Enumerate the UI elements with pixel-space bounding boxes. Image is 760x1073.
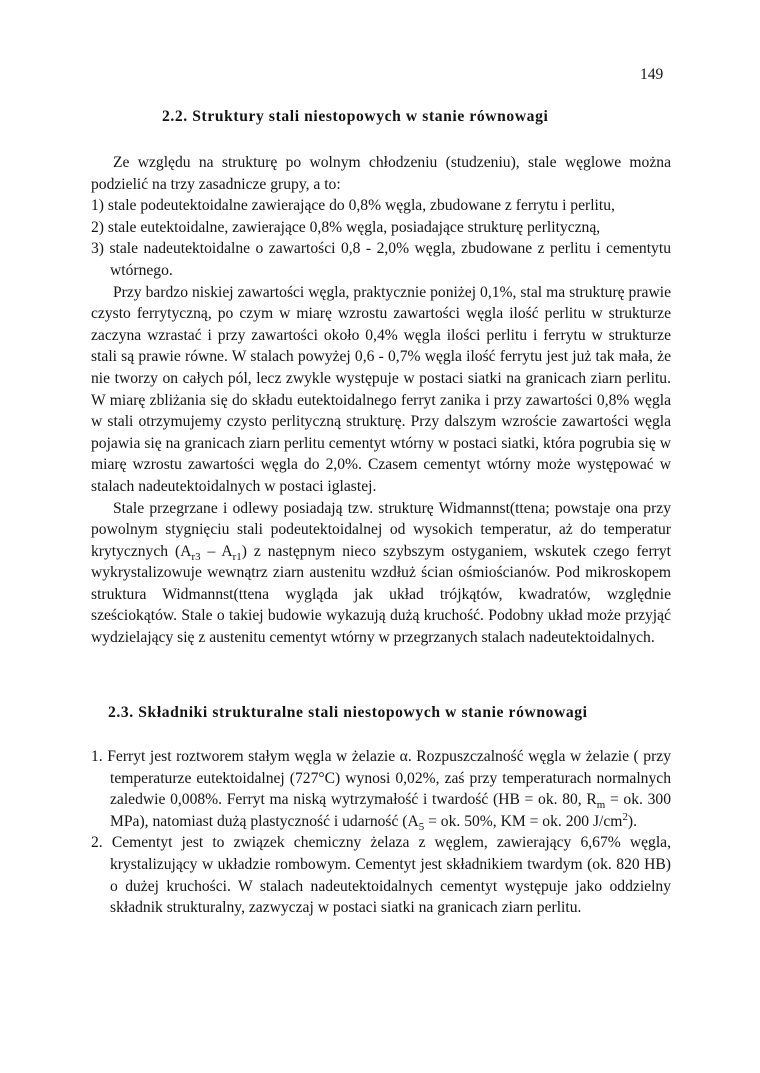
paragraph-ferrite-perlite: Przy bardzo niskiej zawartości węgla, praktycznie poniżej 0,1%, stal ma strukturę prawie czysto ferrytyczną, po czym w miarę wzrostu zawartości węgla ilość perlitu w strukturze zaczyna wzrastać i przy zawartości około 0,4% węgla ilości perlitu i ferrytu w strukturze stali są prawie równe. W stalach powyżej 0,6 - 0,7% węgla ilość ferrytu jest już tak mała, że nie tworzy on całych pól, lecz zwykle występuje w postaci siatki na granicach ziarn perlitu. W miarę zbliżania się do składu eutektoidalnego ferryt zanika i przy zawartości 0,8% węgla w stali otrzymujemy czysto perlityczną strukturę. Przy dalszym wzroście zawartości węgla pojawia się na granicach ziarn perlitu cementyt wtórny w postaci siatki, która pogrubia się w miarę wzrostu zawartości węgla do 2,0%. Czasem cementyt wtórny może występować w stalach nadeutektoidalnych w postaci iglastej. (91, 283, 671, 495)
subscript: r1 (232, 550, 242, 563)
subscript: m (596, 799, 606, 812)
paragraph-widmannstatten (91, 498, 671, 649)
subscript: 5 (418, 820, 425, 833)
list-item: 3) stale nadeutektoidalne o zawartości 0,8 - 2,0% węgla, zbudowane z perlitu i cementytu wtórnego. (91, 240, 671, 279)
item-text: = ok. 50%, KM = ok. 200 J/cm (424, 812, 623, 830)
section-body-2-2 (91, 152, 671, 649)
item-text: = ok. 300 MPa), natomiast dużą plastyczność i udarność (A (110, 791, 671, 830)
list-item: 2) stale eutektoidalne, zawierające 0,8% węgla, posiadające strukturę perlityczną, (91, 218, 601, 236)
paragraph-text: – A (200, 542, 233, 560)
list-item: 1) stale podeutektoidalne zawierające do 0,8% węgla, zbudowane z ferrytu i perlitu, (91, 197, 615, 215)
page-number: 149 (640, 66, 664, 83)
superscript: 2 (622, 810, 628, 823)
item-text: 1. Ferryt jest roztworem stałym węgla w żelazie α. Rozpuszczalność węgla w żelazie ( przy temperaturze eutektoidalnej (727°C) wynosi 0,02%, zaś przy temperaturach normalnych zaledwie 0,008%. Ferryt ma niską wytrzymałość i twardość (HB = ok. 80, R (91, 748, 671, 809)
paragraph-text: Stale przegrzane i odlewy posiadają tzw. strukturę Widmannst(ttena; powstaje ona przy powolnym stygnięciu stali podeutektoidalnej od wysokich temperatur, aż do temperatur krytycznych (A (91, 499, 671, 560)
subscript: r3 (191, 550, 201, 563)
list-item-cementite: 2. Cementyt jest to związek chemiczny żelaza z węglem, zawierający 6,67% węgla, krystalizujący w układzie rombowym. Cementyt jest składnikiem twardym (ok. 820 HB) o dużej kruchości. W stalach nadeutektoidalnych cementyt występuje jako oddzielny składnik strukturalny, zazwyczaj w postaci siatki na granicach ziarn perlitu. (91, 834, 671, 917)
section-body-2-3 (91, 746, 671, 919)
section-heading-2-2: 2.2. Struktury stali niestopowych w stanie równowagi (162, 108, 549, 125)
paragraph-text: ) z następnym nieco szybszym ostyganiem, wskutek czego ferryt wykrystalizowuje wewnątrz ziarn austenitu wzdłuż ścian ośmiościanów. Pod mikroskopem struktura Widmannst(ttena wygląda jak układ trójkątów, kwadratów, względnie sześciokątów. Stale o takiej budowie wykazują dużą kruchość. Podobny układ może przyjąć wydzielający się z austenitu cementyt wtórny w przegrzanych stalach nadeutektoidalnych. (91, 542, 671, 647)
intro-paragraph: Ze względu na strukturę po wolnym chłodzeniu (studzeniu), stale węglowe można podzielić na trzy zasadnicze grupy, a to: (91, 154, 671, 193)
item-text: ). (627, 812, 637, 830)
list-item-ferrite (91, 746, 671, 832)
section-heading-2-3: 2.3. Składniki strukturalne stali niestopowych w stanie równowagi (108, 704, 588, 721)
